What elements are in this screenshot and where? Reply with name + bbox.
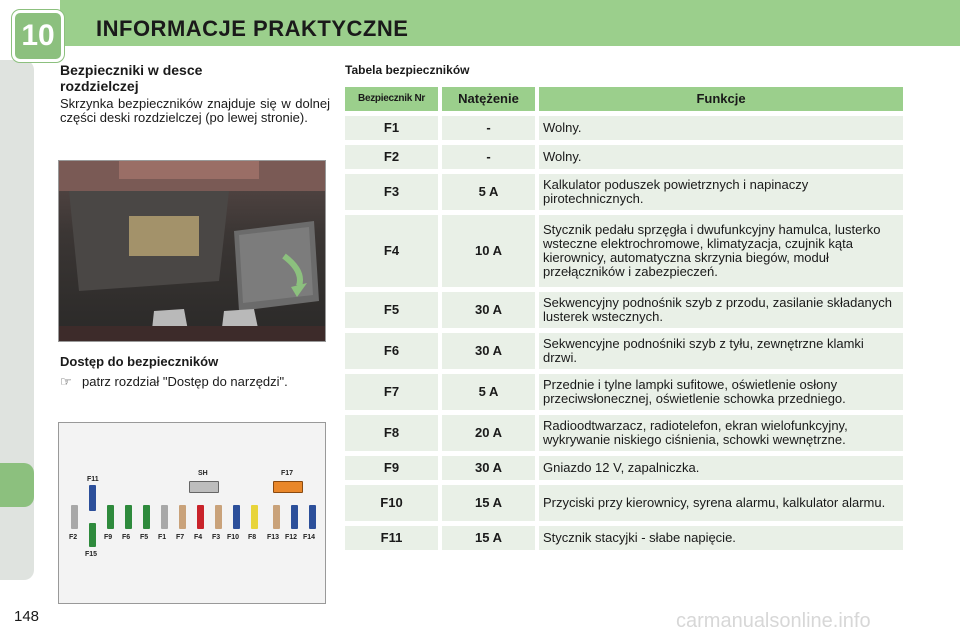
header-functions: Funkcje [539, 87, 903, 111]
fuse-nr: F8 [345, 415, 438, 451]
header-amperage: Natężenie [442, 87, 535, 111]
fuse-amperage: - [442, 116, 535, 140]
fuse-label-f6: F6 [122, 534, 131, 541]
fuse-f5 [143, 505, 150, 529]
fuse-f17 [273, 481, 303, 493]
chapter-number: 10 [12, 10, 64, 62]
fuse-amperage: 20 A [442, 415, 535, 451]
intro-text: Skrzynka bezpieczników znajduje się w dolnej części deski rozdzielczej (po lewej stronie). [60, 96, 330, 125]
fuse-f9 [107, 505, 114, 529]
fuse-nr: F6 [345, 333, 438, 369]
access-title: Dostęp do bezpieczników [60, 354, 219, 369]
watermark: carmanualsonline.info [676, 610, 871, 632]
fuse-function: Przyciski przy kierownicy, syrena alarmu, kalkulator alarmu. [539, 485, 903, 521]
fuse-label-f2: F2 [69, 534, 78, 541]
fuse-f13 [273, 505, 280, 529]
chapter-tab-marker[interactable] [0, 463, 34, 507]
fuse-nr: F4 [345, 215, 438, 287]
table-row [345, 116, 903, 140]
fuse-label-f10: F10 [227, 534, 240, 541]
fuse-sh [189, 481, 219, 493]
fuse-function: Wolny. [539, 145, 903, 169]
fuse-function: Kalkulator poduszek powietrznych i napinaczy pirotechnicznych. [539, 174, 903, 210]
page-title: INFORMACJE PRAKTYCZNE [96, 16, 409, 41]
fuse-label-f15: F15 [85, 551, 98, 558]
table-row [345, 526, 903, 550]
fuse-f4 [197, 505, 204, 529]
fuse-amperage: - [442, 145, 535, 169]
fuse-amperage: 30 A [442, 292, 535, 328]
fuse-function: Sekwencyjne podnośniki szyb z tyłu, zewnętrzne klamki drzwi. [539, 333, 903, 369]
fuse-nr: F1 [345, 116, 438, 140]
fusebox-photo [58, 160, 326, 342]
fuse-function: Gniazdo 12 V, zapalniczka. [539, 456, 903, 480]
fuse-amperage: 15 A [442, 526, 535, 550]
fuse-diagram [58, 422, 326, 604]
fuse-function: Przednie i tylne lampki sufitowe, oświetlenie osłony przeciwsłonecznej, oświetlenie schowka przedniego. [539, 374, 903, 410]
fuse-label-f13: F13 [267, 534, 280, 541]
fuse-nr: F7 [345, 374, 438, 410]
table-row [345, 174, 903, 210]
fuse-nr: F3 [345, 174, 438, 210]
fuse-amperage: 30 A [442, 333, 535, 369]
fuse-label-f12: F12 [285, 534, 298, 541]
table-row [345, 374, 903, 410]
fuse-f3 [215, 505, 222, 529]
fuse-label-f5: F5 [140, 534, 149, 541]
fuse-label-f1: F1 [158, 534, 167, 541]
table-row [345, 333, 903, 369]
fuse-nr: F5 [345, 292, 438, 328]
table-title: Tabela bezpieczników [345, 63, 470, 77]
fuse-amperage: 5 A [442, 174, 535, 210]
access-item [60, 374, 288, 390]
fuse-label-f7: F7 [176, 534, 185, 541]
fuse-function: Radioodtwarzacz, radiotelefon, ekran wielofunkcyjny, wykrywanie niskiego ciśnienia, schowki wewnętrzne. [539, 415, 903, 451]
fuse-table [345, 87, 903, 555]
fuse-f6 [125, 505, 132, 529]
fuse-f2 [71, 505, 78, 529]
fuse-label-sh: SH [198, 470, 208, 477]
pointing-hand-icon: ☞ [60, 374, 72, 389]
fuse-f15 [89, 523, 96, 547]
access-text: patrz rozdział "Dostęp do narzędzi". [82, 374, 288, 389]
fuse-f14 [309, 505, 316, 529]
fuse-function: Wolny. [539, 116, 903, 140]
fuse-f1 [161, 505, 168, 529]
fuse-amperage: 10 A [442, 215, 535, 287]
fuse-label-f14: F14 [303, 534, 316, 541]
fuse-amperage: 15 A [442, 485, 535, 521]
fuse-label-f17: F17 [281, 470, 294, 477]
table-row [345, 456, 903, 480]
fuse-f8 [251, 505, 258, 529]
fuse-nr: F10 [345, 485, 438, 521]
fuse-nr: F9 [345, 456, 438, 480]
fuse-function: Sekwencyjny podnośnik szyb z przodu, zasilanie składanych lusterek wstecznych. [539, 292, 903, 328]
fuse-label-f11: F11 [87, 476, 99, 483]
fuse-f11 [89, 485, 96, 511]
fuse-f12 [291, 505, 298, 529]
fuse-nr: F2 [345, 145, 438, 169]
fuse-label-f4: F4 [194, 534, 203, 541]
table-row [345, 145, 903, 169]
fuse-f7 [179, 505, 186, 529]
fuse-function: Stycznik stacyjki - słabe napięcie. [539, 526, 903, 550]
table-row [345, 415, 903, 451]
fuse-f10 [233, 505, 240, 529]
fuse-amperage: 30 A [442, 456, 535, 480]
fuse-nr: F11 [345, 526, 438, 550]
fuse-label-f3: F3 [212, 534, 221, 541]
table-row [345, 292, 903, 328]
fuse-label-f8: F8 [248, 534, 257, 541]
table-header-row [345, 87, 903, 111]
fusebox-photo-illustration [59, 161, 326, 342]
table-row [345, 485, 903, 521]
fuse-amperage: 5 A [442, 374, 535, 410]
header-fuse-nr: Bezpiecznik Nr [345, 87, 438, 111]
fuse-label-f9: F9 [104, 534, 113, 541]
fuse-function: Stycznik pedału sprzęgła i dwufunkcyjny hamulca, lusterko wsteczne elektrochromowe, klimatyzacja, czujnik kąta kierownicy, automatyczna skrzynia biegów, moduł przełączników i zabezpieczeń. [539, 215, 903, 287]
section-title: Bezpieczniki w desce rozdzielczej [60, 62, 203, 94]
page-number: 148 [14, 608, 40, 625]
table-row [345, 215, 903, 287]
